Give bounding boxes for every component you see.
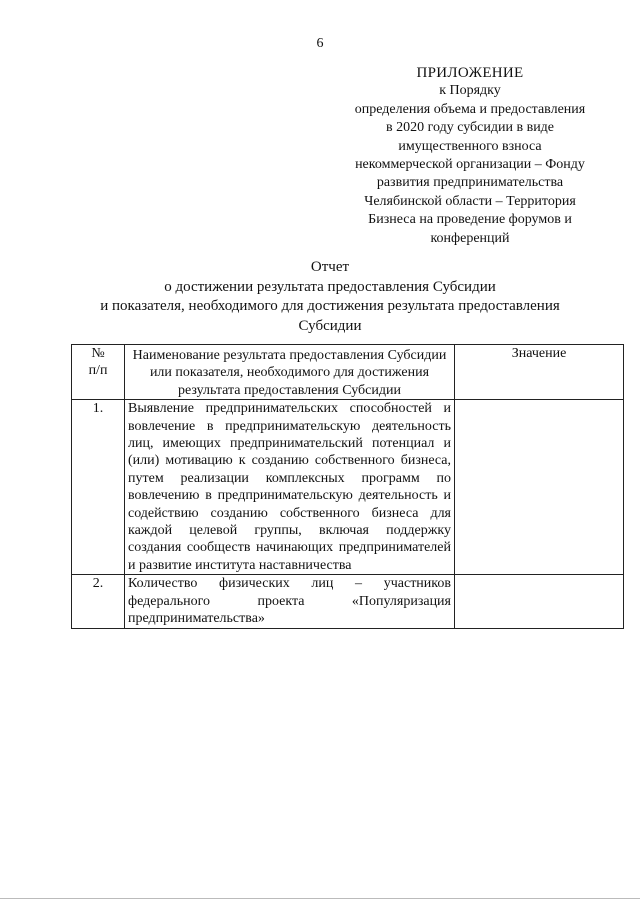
header-number-line: п/п [88, 363, 108, 379]
appendix-line: имущественного взноса [398, 138, 542, 154]
appendix-line: определения объема и предоставления [354, 101, 586, 117]
page-number: 6 [316, 36, 324, 51]
appendix-line: к Порядку [439, 83, 501, 99]
header-name: Наименование результата предоставления Субсидии или показателя, необходимого для достижения результата предоставления Субсидии [125, 345, 455, 400]
appendix-heading: ПРИЛОЖЕНИЕ [416, 65, 524, 81]
table-header-row [72, 345, 624, 400]
report-title-line: о достижении результата предоставления Субсидии [164, 278, 496, 295]
header-number [72, 345, 125, 400]
scan-edge-divider [0, 898, 640, 899]
row-value[interactable] [455, 400, 624, 575]
appendix-line: Челябинской области – Территория [364, 193, 576, 209]
appendix-block [335, 64, 605, 248]
table-row [72, 575, 624, 628]
header-number-line: № [91, 346, 105, 361]
row-name: Выявление предпринимательских способностей и вовлечение в предпринимательскую деятельность лиц, имеющих предпринимательский потенциал и (или) мотивацию к созданию собственного бизнеса, путем реализации комплексных программ по вовлечению в предпринимательскую деятельность и содействию созданию собственного бизнеса для каждой целевой группы, включая поддержку создания сообществ начинающих предпринимателей и развитие института наставничества [125, 400, 455, 575]
appendix-line: некоммерческой организации – Фонду [355, 157, 585, 173]
table-row [72, 400, 624, 575]
report-title-line: Субсидии [298, 317, 362, 334]
row-number: 1. [72, 400, 125, 575]
row-name: Количество физических лиц – участников федерального проекта «Популяризация предпринимательства» [125, 575, 455, 628]
appendix-line: в 2020 году субсидии в виде [385, 120, 555, 136]
appendix-line: Бизнеса на проведение форумов и [368, 212, 572, 228]
row-number: 2. [72, 575, 125, 628]
report-title-line: и показателя, необходимого для достижения результата предоставления [100, 298, 560, 314]
report-title [60, 258, 600, 336]
appendix-line: развития предпринимательства [376, 175, 564, 191]
header-value: Значение [455, 345, 624, 400]
report-title-line: Отчет [310, 259, 350, 275]
appendix-line: конференций [430, 230, 510, 246]
row-value[interactable] [455, 575, 624, 628]
report-table [71, 344, 624, 629]
